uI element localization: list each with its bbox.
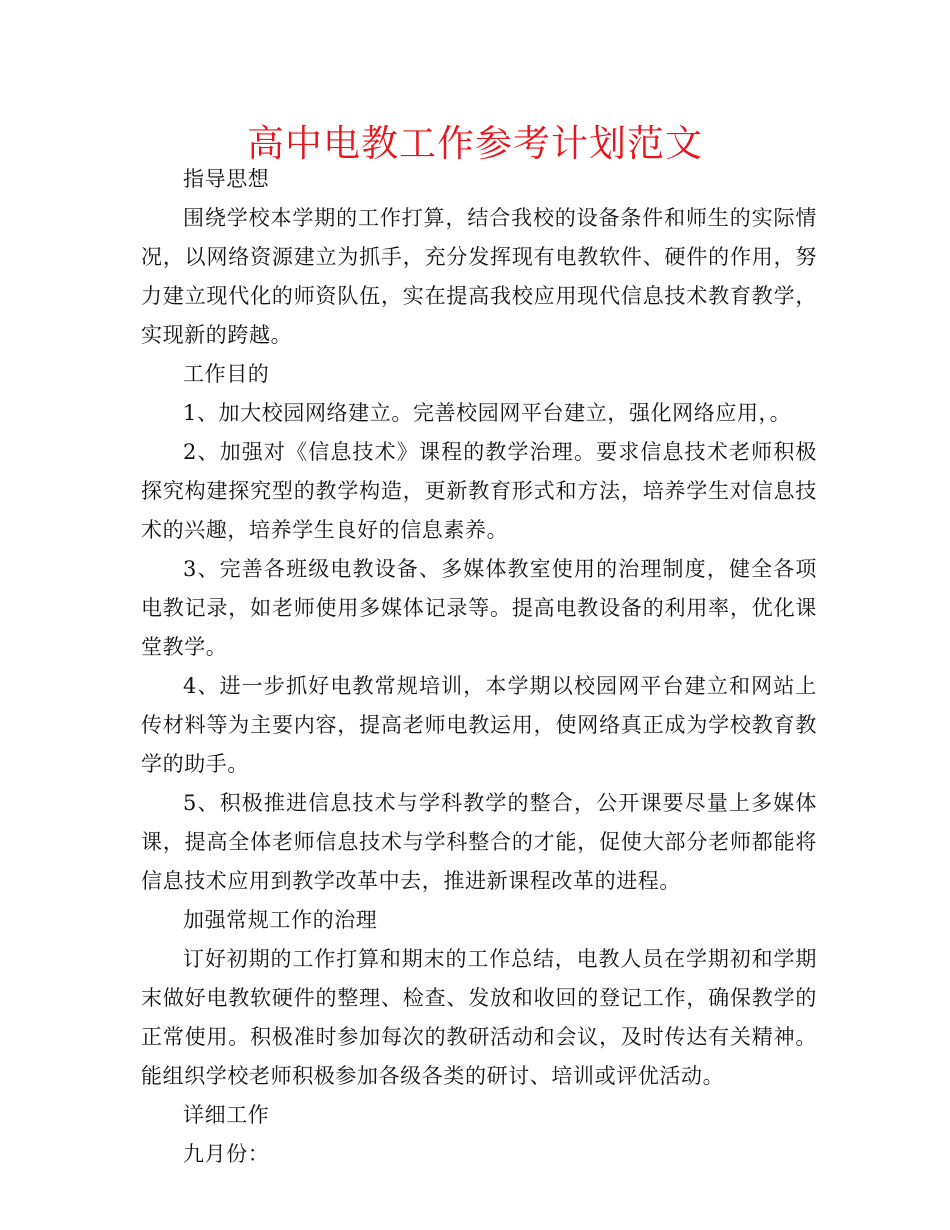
month-label-september: 九月份： [183, 1142, 270, 1166]
document-body [141, 160, 817, 1174]
goal-item-4: 4、进一步抓好电教常规培训，本学期以校园网平台建立和网站上传材料等为主要内容，提高老师电教运用，使网络真正成为学校教育教学的助手。 [141, 674, 817, 776]
paragraph-guiding-ideology: 围绕学校本学期的工作打算，结合我校的设备条件和师生的实际情况，以网络资源建立为抓手，充分发挥现有电教软件、硬件的作用，努力建立现代化的师资队伍，实在提高我校应用现代信息技术教育教学，实现新的跨越。 [141, 206, 817, 347]
section-heading-detailed-work: 详细工作 [183, 1103, 270, 1127]
goal-item-2: 2、加强对《信息技术》课程的教学治理。要求信息技术老师积极探究构建探究型的教学构造，更新教育形式和方法，培养学生对信息技术的兴趣，培养学生良好的信息素养。 [141, 440, 817, 542]
goal-item-5: 5、积极推进信息技术与学科教学的整合，公开课要尽量上多媒体课，提高全体老师信息技术与学科整合的才能，促使大部分老师都能将信息技术应用到教学改革中去，推进新课程改革的进程。 [141, 791, 817, 893]
paragraph-routine-management: 订好初期的工作打算和期末的工作总结，电教人员在学期初和学期末做好电教软硬件的整理、检查、发放和收回的登记工作，确保教学的正常使用。积极准时参加每次的教研活动和会议，及时传达有关精神。能组织学校老师积极参加各级各类的研讨、培训或评优活动。 [141, 947, 817, 1088]
goal-item-1: 1、加大校园网络建立。完善校园网平台建立，强化网络应用，。 [183, 401, 792, 425]
section-heading-work-goals: 工作目的 [183, 362, 270, 386]
goal-item-3: 3、完善各班级电教设备、多媒体教室使用的治理制度，健全各项电教记录，如老师使用多媒体记录等。提高电教设备的利用率，优化课堂教学。 [141, 557, 817, 659]
section-heading-routine-management: 加强常规工作的治理 [183, 908, 378, 932]
document-title: 高中电教工作参考计划范文 [247, 122, 703, 165]
section-heading-guiding-ideology: 指导思想 [183, 167, 270, 191]
